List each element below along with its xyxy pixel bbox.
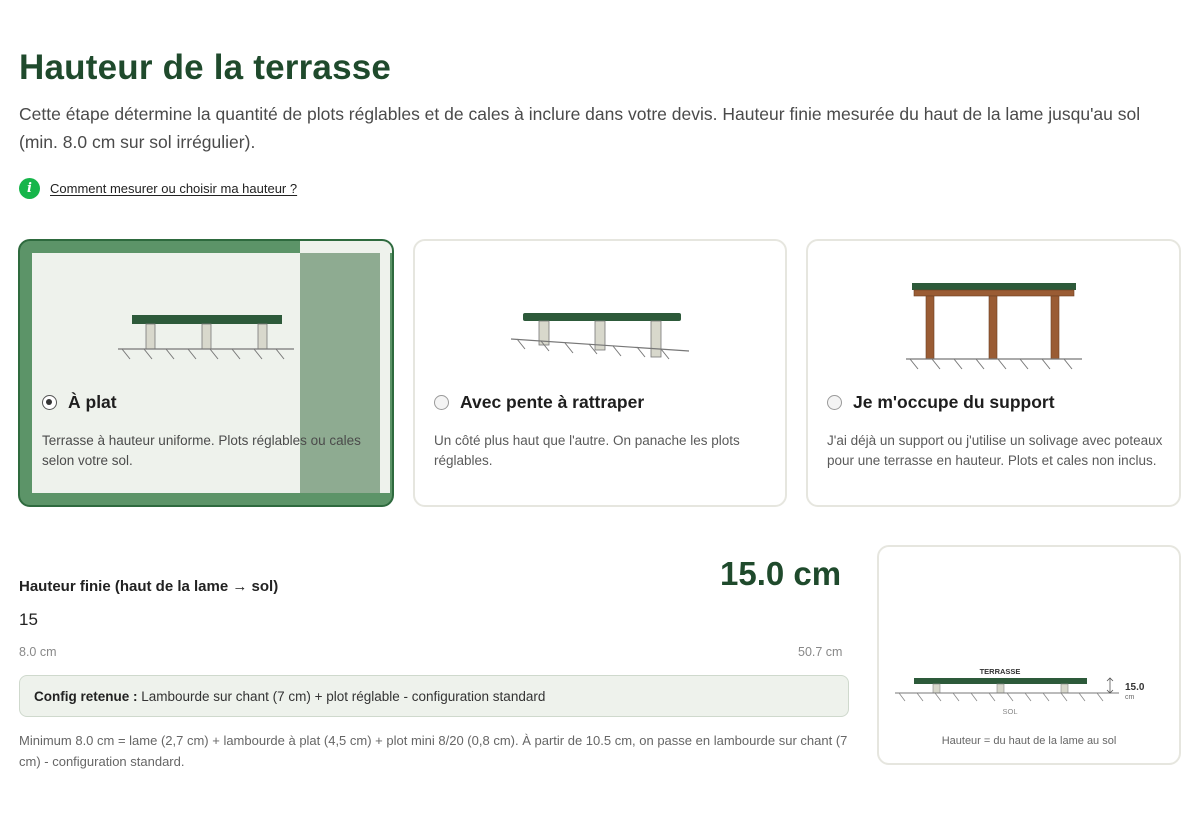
option-card-slope[interactable] (413, 239, 787, 507)
diagram-terrace-label: TERRASSE (979, 667, 1021, 676)
intro-text: Cette étape détermine la quantité de plots réglables et de cales à inclure dans votre devis. Hauteur finie mesurée du haut de la lame jusqu'au sol (min. 8.0 cm sur sol irrégulier). (19, 104, 1141, 152)
radio-flat[interactable] (42, 395, 57, 410)
option-slope-description: Un côté plus haut que l'autre. On panache les plots réglables. (434, 433, 740, 468)
option-flat-radio-row[interactable] (42, 392, 117, 413)
height-diagram (879, 547, 1179, 727)
height-diagram-card (877, 545, 1181, 765)
help-row[interactable] (19, 178, 297, 199)
height-value-display: 15.0 cm (720, 555, 842, 592)
option-card-support[interactable] (806, 239, 1181, 507)
diagram-caption: Hauteur = du haut de la lame au sol (941, 735, 1117, 747)
option-support-label: Je m'occupe du support (853, 392, 1055, 412)
info-icon: i (19, 178, 40, 199)
option-slope-label: Avec pente à rattraper (460, 392, 645, 412)
flat-terrace-icon (118, 309, 298, 369)
option-flat-description: Terrasse à hauteur uniforme. Plots réglables ou cales selon votre sol. (42, 433, 361, 468)
diagram-ground-label: SOL (1002, 707, 1018, 716)
config-summary (19, 675, 849, 717)
diagram-value: 15.0 (1125, 682, 1145, 693)
radio-support[interactable] (827, 395, 842, 410)
range-max-label: 50.7 cm (798, 645, 843, 659)
diagram-unit: cm (1125, 694, 1135, 701)
radio-slope[interactable] (434, 395, 449, 410)
page-title: Hauteur de la terrasse (19, 48, 392, 87)
option-slope-radio-row[interactable] (434, 392, 644, 413)
height-field-label: Hauteur finie (haut de la lame → sol) (19, 578, 279, 595)
sloped-terrace-icon (511, 307, 701, 371)
range-min-label: 8.0 cm (19, 645, 57, 659)
help-link[interactable]: Comment mesurer ou choisir ma hauteur ? (50, 181, 298, 196)
config-prefix: Config retenue : (34, 689, 138, 704)
option-flat-label: À plat (68, 392, 117, 412)
option-support-radio-row[interactable] (827, 392, 1055, 413)
height-note: Minimum 8.0 cm = lame (2,7 cm) + lambourde à plat (4,5 cm) + plot mini 8/20 (0,8 cm). À partir de 10.5 cm, on passe en lambourde sur chant (7 cm) - configuration standard. (19, 733, 848, 769)
height-input[interactable] (19, 610, 219, 630)
option-support-description: J'ai déjà un support ou j'utilise un solivage avec poteaux pour une terrasse en hauteur. Plots et cales non inclus. (827, 433, 1163, 468)
raised-support-icon (902, 279, 1092, 375)
config-text: Lambourde sur chant (7 cm) + plot réglable - configuration standard (137, 689, 546, 704)
option-card-flat[interactable] (18, 239, 394, 507)
